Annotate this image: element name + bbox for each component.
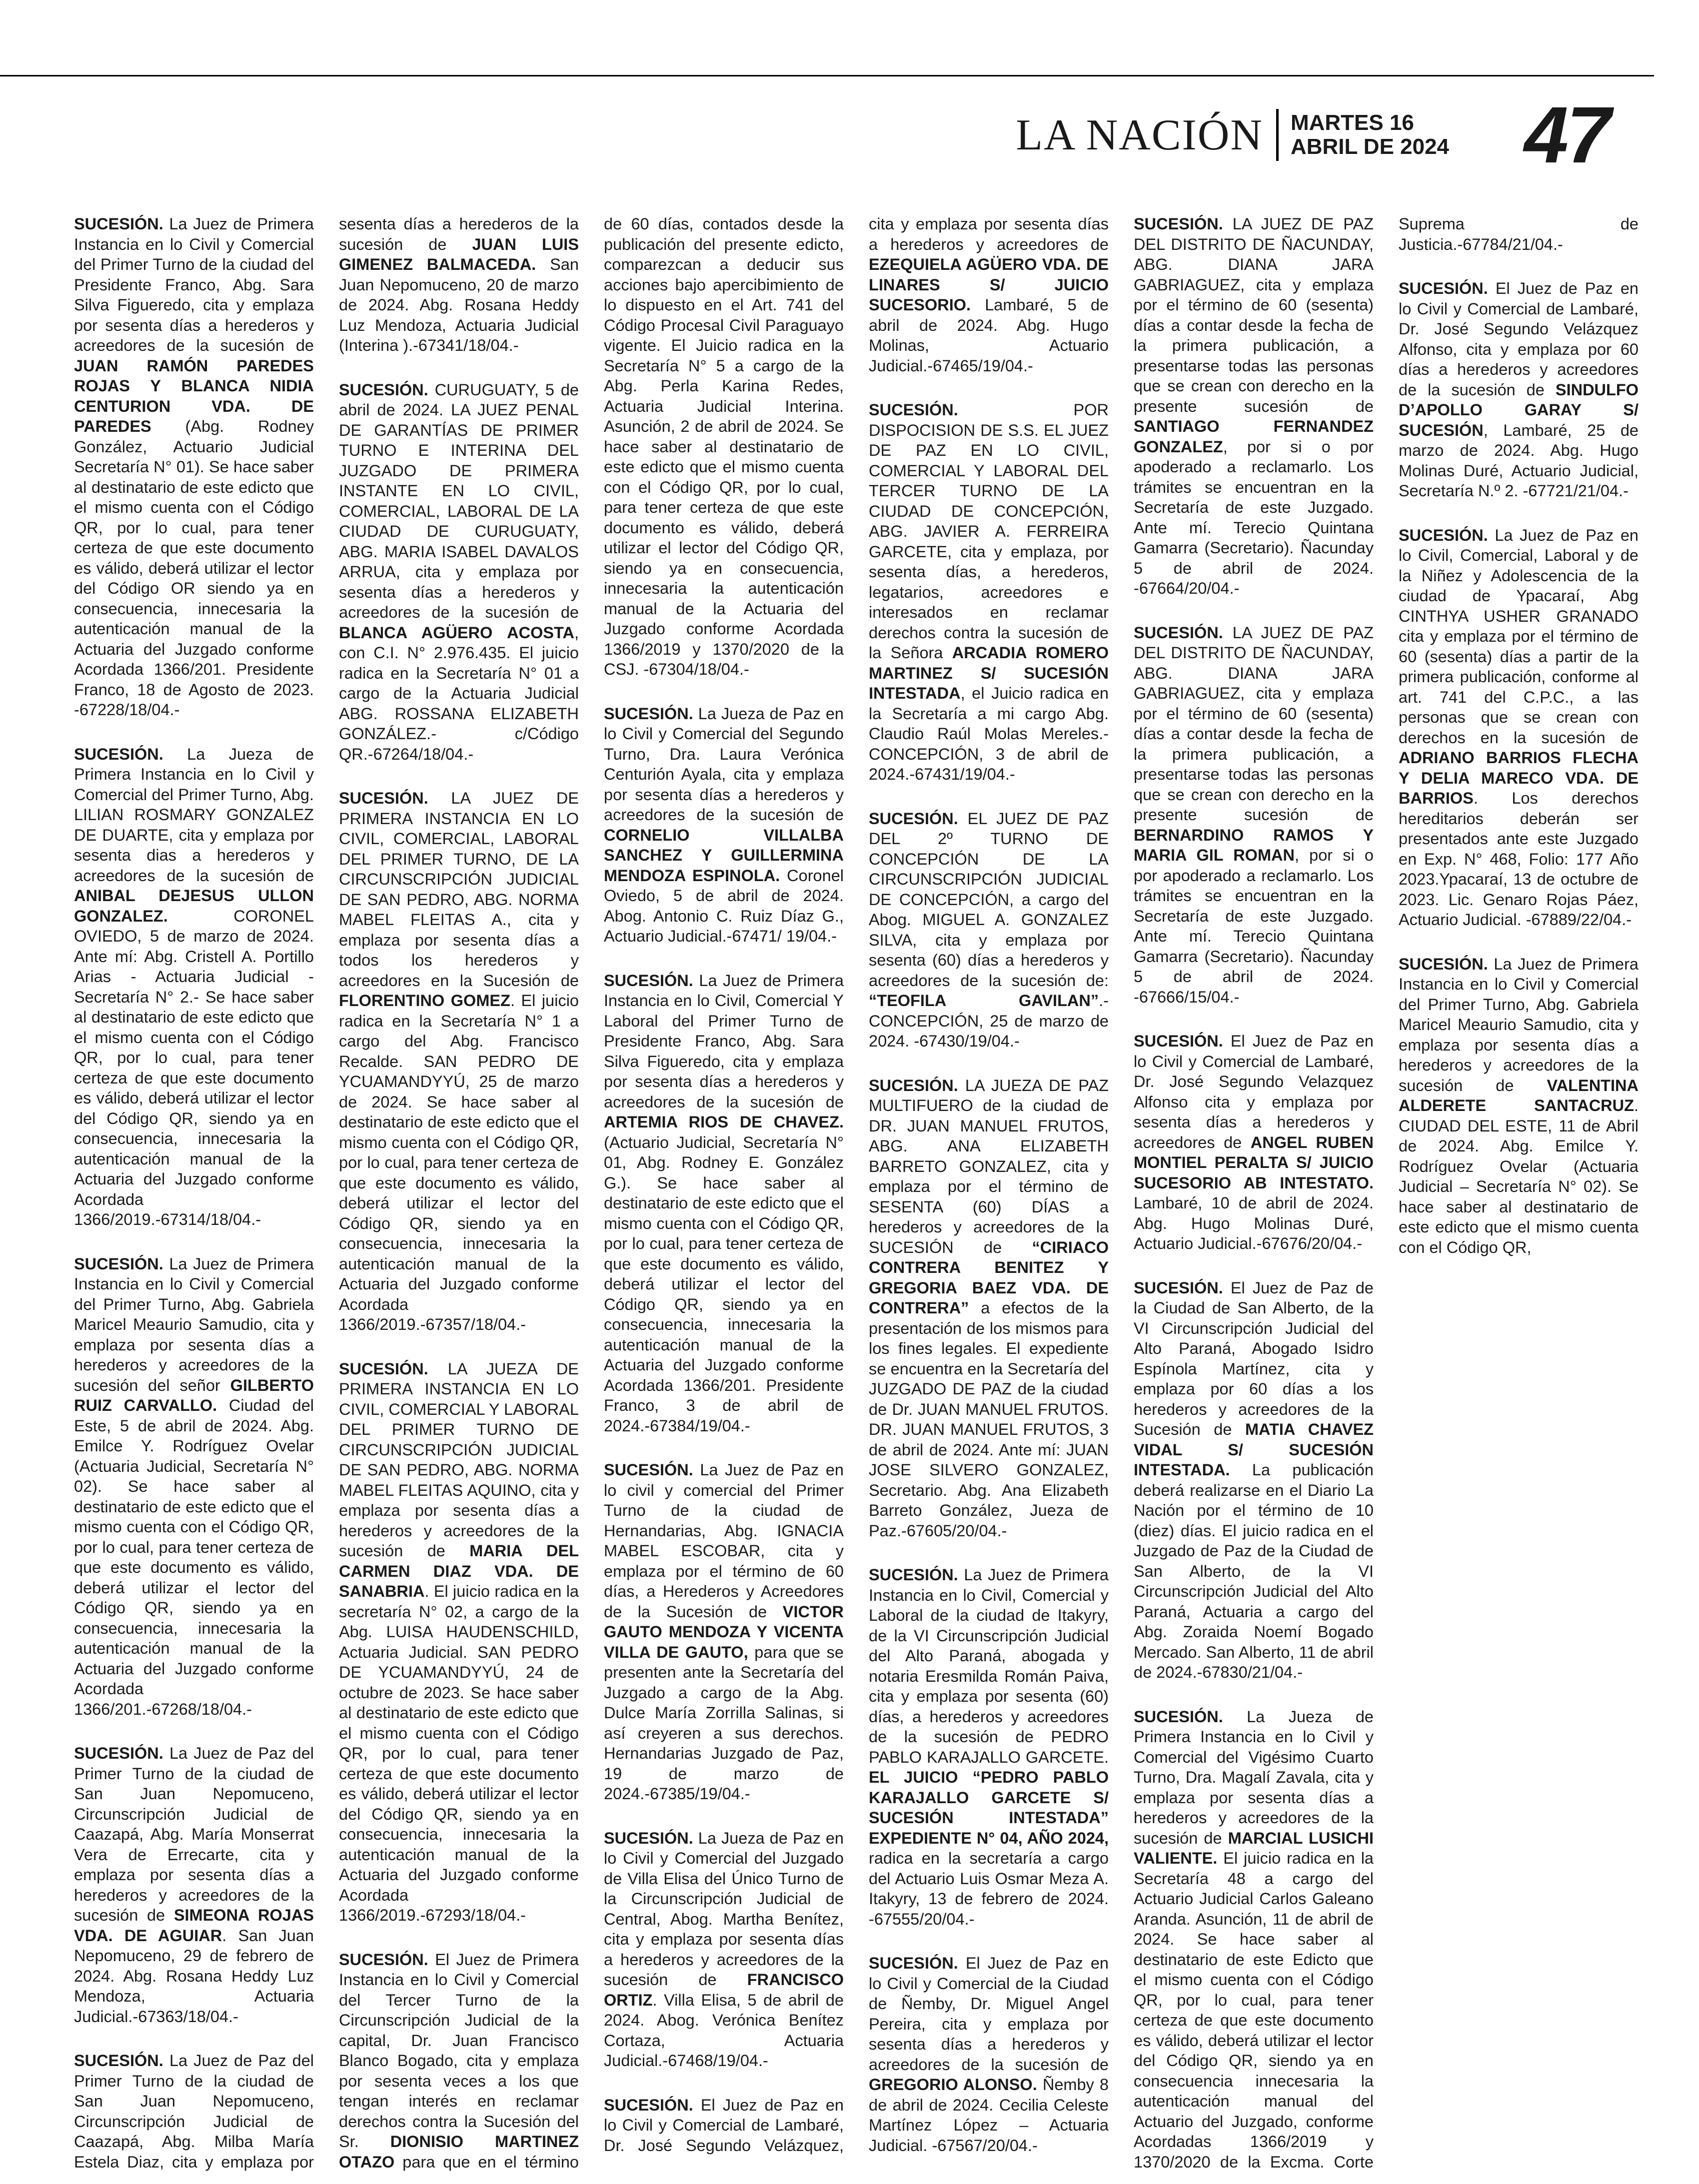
notice bbox=[869, 1565, 1109, 1929]
notice-text: La Jueza de Paz en lo Civil y Comercial del Segundo Turno, Dra. Laura Verónica Centurión Ayala, cita y emplaza por sesenta días a herederos y acreedores de la sucesión de bbox=[604, 704, 844, 824]
decedent-name: MATIA CHAVEZ VIDAL S/ SUCESIÓN INTESTADA. bbox=[1134, 1420, 1374, 1479]
notice bbox=[1399, 278, 1639, 501]
notice-text: POR DISPOCISION DE S.S. EL JUEZ DE PAZ EN LO CIVIL, COMERCIAL Y LABORAL DEL TERCER TURNO DE LA CIUDAD DE CONCEPCIÓN, ABG. JAVIER A. FERREIRA GARCETE, cita y emplaza, por sesenta días, a herederos, legatarios, acreedores e interesados en reclamar derechos contra la sucesión de la Señora bbox=[869, 401, 1109, 662]
notice-type: SUCESIÓN. bbox=[604, 2096, 693, 2114]
notice-text: LA JUEZ DE PRIMERA INSTANCIA EN LO CIVIL, COMERCIAL, LABORAL DEL PRIMER TURNO, DE LA CIRCUNSCRIPCIÓN JUDICIAL DE SAN PEDRO, ABG. NORMA MABEL FLEITAS A., cita y emplaza por sesenta días a todos los herederos y acreedores en la Sucesión de bbox=[339, 789, 579, 990]
decedent-name: “TEOFILA GAVILAN” bbox=[869, 992, 1099, 1010]
notice-type: SUCESIÓN. bbox=[339, 789, 428, 807]
notice-text: LA JUEZA DE PRIMERA INSTANCIA EN LO CIVIL, COMERCIAL Y LABORAL DEL PRIMER TURNO DE CIRCUNSCRIPCIÓN JUDICIAL DE SAN PEDRO, ABG. NORMA MABEL FLEITAS AQUINO, cita y emplaza por sesenta días a herederos y acreedores de la sucesión de bbox=[339, 1359, 579, 1560]
notice-text: El juicio radica en la Secretaría 48 a cargo del Actuario Judicial Carlos Galeano Aranda. Asunción, 11 de abril de 2024. Se hace saber al destinatario de este Edicto que el mismo cuenta con el Código QR, por lo cual, para tener certeza de que este documento es válido, deberá utilizar el lector del Código QR, siendo ya en consecuencia innecesaria la autenticación manual del Actuario del Juzgado, conforme Acordadas 1366/2019 y 1370/2020 de la Excma. Corte Suprema de Justicia.-67784/21/04.- bbox=[1134, 215, 1639, 2171]
notice-text: . El juicio radica en la Secretaría N° 1 a cargo del Abg. Francisco Recalde. SAN PEDRO DE YCUAMANDYYÚ, 25 de marzo de 2024. Se hace saber al destinatario de este edicto que el mismo cuenta con el Código QR, por lo cual, para tener certeza de que este documento es válido, deberá utilizar el lector del Código QR, siendo ya en consecuencia, innecesaria la autenticación manual de la Actuaria del Juzgado conforme Acordada 1366/2019.-67357/18/04.- bbox=[339, 992, 579, 1333]
notice-text: La Jueza de Paz en lo Civil y Comercial del Juzgado de Villa Elisa del Único Turno de la Circunscripción Judicial de Central, Abog. Martha Benítez, cita y emplaza por sesenta días a herederos y acreedores de la sucesión de bbox=[604, 1829, 844, 1989]
notice-type: SUCESIÓN. bbox=[1399, 526, 1488, 544]
notice-text: La Jueza de Primera Instancia en lo Civil y Comercial del Vigésimo Cuarto Turno, Dra. Magalí Zavala, cita y emplaza por sesenta días a herederos y acreedores de la sucesión de bbox=[1134, 1707, 1374, 1847]
decedent-name: DIONISIO MARTINEZ OTAZO bbox=[339, 2133, 579, 2171]
decedent-name: EL JUICIO “PEDRO PABLO KARAJALLO GARCETE S/ SUCESIÓN INTESTADA” EXPEDIENTE N° 04, AÑO 2024, bbox=[869, 1768, 1109, 1847]
notice-type: SUCESIÓN. bbox=[869, 1954, 958, 1972]
notice-type: SUCESIÓN. bbox=[869, 1566, 958, 1584]
decedent-name: MARCIAL LUSICHI VALIENTE. bbox=[1134, 1829, 1374, 1867]
issue-date-day: MARTES 16 bbox=[1290, 110, 1414, 135]
notice-text: La publicación deberá realizarse en el Diario La Nación por el término de 10 (diez) días. El juicio radica en el Juzgado de Paz de la Ciudad de San Alberto, de la VI Circunscripción Judicial del Alto Paraná, Actuaria a cargo del Abg. Zoraida Noemí Bogado Mercado. San Alberto, 11 de abril de 2024.-67830/21/04.- bbox=[1134, 1461, 1374, 1681]
notice-text: . Villa Elisa, 5 de abril de 2024. Abog. Verónica Benítez Cortaza, Actuaria Judicial.-67468/19/04.- bbox=[604, 1991, 844, 2070]
notice bbox=[604, 971, 844, 1436]
notice-text: El Juez de Paz en lo Civil y Comercial de Lambaré, Dr. José Segundo Velázquez, cita y emplaza por sesenta días a herederos y acreedores de bbox=[604, 215, 1109, 2155]
notice-text: , por si o por apoderado a reclamarlo. Los trámites se encuentran en la Secretaría de este Juzgado. Ante mí. Terecio Quintana Gamarra (Secretario). Ñacunday 5 de abril de 2024. -67666/15/04.- bbox=[1134, 846, 1374, 1006]
notice-type: SUCESIÓN. bbox=[74, 215, 163, 233]
notice-type: SUCESIÓN. bbox=[604, 971, 693, 990]
newspaper-name: LA NACIÓN bbox=[1016, 110, 1263, 159]
decedent-name: ANGEL RUBEN MONTIEL PERALTA S/ JUICIO SUCESORIO AB INTESTATO. bbox=[1134, 1133, 1374, 1192]
notice bbox=[339, 380, 579, 765]
decedent-name: BERNARDINO RAMOS Y MARIA GIL ROMAN bbox=[1134, 826, 1374, 864]
notice-type: SUCESIÓN. bbox=[74, 745, 163, 763]
notice bbox=[1134, 214, 1374, 599]
notice bbox=[1399, 954, 1639, 1258]
notice-type: SUCESIÓN. bbox=[1134, 215, 1223, 233]
decedent-name: ANIBAL DEJESUS ULLON GONZALEZ. bbox=[74, 887, 314, 925]
decedent-name: VALENTINA ALDERETE SANTACRUZ bbox=[1399, 1076, 1639, 1114]
notice-type: SUCESIÓN. bbox=[1134, 1707, 1223, 1726]
notice-text: La Juez de Paz del Primer Turno de la ciudad de San Juan Nepomuceno, Circunscripción Judicial de Caazapá, Abg. María Monserrat Vera de Errecarte, cita y emplaza por sesenta días a herederos y acreedores de la sucesión de bbox=[74, 1744, 314, 1924]
decedent-name: BLANCA AGÜERO ACOSTA bbox=[339, 623, 574, 642]
decedent-name: EZEQUIELA AGÜERO VDA. DE LINARES S/ JUICIO SUCESORIO. bbox=[869, 255, 1109, 314]
notice-text: . Los derechos hereditarios deberán ser presentados ante este Juzgado en Exp. N° 468, Folio: 177 Año 2023.Ypacaraí, 13 de octubre de 2023. Lic. Genaro Rojas Páez, Actuario Judicial. -67889/22/04.- bbox=[1399, 789, 1639, 929]
notice-type: SUCESIÓN. bbox=[339, 1950, 428, 1969]
notice-text: (Abg. Rodney González, Actuario Judicial Secretaría N° 01). Se hace saber al destinatario de este edicto que el mismo cuenta con el Código QR, por lo cual, para tener certeza de que este documento es válido, deberá utilizar el lector del Código OR siendo ya en consecuencia, innecesaria la autenticación manual de la Actuaria del Juzgado conforme Acordada 1366/201. Presidente Franco, 18 de Agosto de 2023. -67228/18/04.- bbox=[74, 417, 314, 719]
notice bbox=[339, 788, 579, 1335]
decedent-name: VICTOR GAUTO MENDOZA Y VICENTA VILLA DE GAUTO, bbox=[604, 1602, 844, 1661]
decedent-name: MARIA DEL CARMEN DIAZ VDA. DE SANABRIA bbox=[339, 1542, 579, 1600]
issue-date-month-year: ABRIL DE 2024 bbox=[1290, 134, 1450, 159]
notice-text: Coronel Oviedo, 5 de abril de 2024. Abog. Antonio C. Ruiz Díaz G., Actuario Judicial.-67471/ 19/04.- bbox=[604, 866, 844, 945]
notice-text: . CIUDAD DEL ESTE, 11 de Abril de 2024. Abg. Emilce Y. Rodríguez Ovelar (Actuaria Judicial – Secretaría N° 02). Se hace saber al destinatario de este edicto que el mismo cuenta con el Código QR, bbox=[1399, 1096, 1639, 1256]
notice-text: CORONEL OVIEDO, 5 de marzo de 2024. Ante mí: Abg. Cristell A. Portillo Arias - Actuaria Judicial - Secretaría N° 2.- Se hace saber al destinatario de este edicto que el mismo cuenta con el Código QR, por lo cual, para tener certeza de que este documento es válido, deberá utilizar el lector del Código QR, siendo ya en consecuencia, innecesaria la autenticación manual de la Actuaria del Juzgado conforme Acordada 1366/2019.-67314/18/04.- bbox=[74, 907, 314, 1228]
decedent-name: GREGORIO ALONSO. bbox=[869, 2076, 1037, 2094]
notice-type: SUCESIÓN. bbox=[869, 1076, 958, 1094]
notice bbox=[74, 744, 314, 1230]
notice-text: Lambaré, 10 de abril de 2024. Abg. Hugo Molinas Duré, Actuario Judicial.-67676/20/04.- bbox=[1134, 1194, 1374, 1252]
notice-type: SUCESIÓN. bbox=[339, 380, 428, 399]
notice bbox=[604, 1828, 844, 2071]
notice-type: SUCESIÓN. bbox=[1399, 955, 1488, 973]
notice-text: para que se presenten ante la Secretaría del Juzgado a cargo de la Abg. Dulce María Zorrilla Salinas, si así creyeren a sus derechos. Hernandarias Juzgado de Paz, 19 de marzo de 2024.-67385/19/04.- bbox=[604, 1643, 844, 1803]
notice-text: La Juez de Paz del Primer Turno de la ciudad de San Juan Nepomuceno, Circunscripción Judicial de Caazapá, Abg. Milba María Estela Diaz, cita y emplaza por sesenta días a herederos de la sucesión de bbox=[74, 215, 579, 2171]
notice-text: LA JUEZA DE PAZ MULTIFUERO de la ciudad de DR. JUAN MANUEL FRUTOS, ABG. ANA ELIZABETH BARRETO GONZALEZ, cita y emplaza por el término de SESENTA (60) DÍAS a herederos y acreedores de la SUCESIÓN de bbox=[869, 1076, 1109, 1256]
decedent-name: ADRIANO BARRIOS FLECHA Y DELIA MARECO VDA. DE BARRIOS bbox=[1399, 749, 1639, 807]
notice-text: radica en la secretaría a cargo del Actuario Luis Osmar Meza A. Itakyry, 13 de febrero de 2024. -67555/20/04.- bbox=[869, 1849, 1109, 1928]
decedent-name: JUAN RAMÓN PAREDES ROJAS Y BLANCA NIDIA CENTURION VDA. DE PAREDES bbox=[74, 356, 314, 435]
notice-text: Ñemby 8 de abril de 2024. Cecilia Celeste Martínez López – Actuaria Judicial. -67567/20/04.- bbox=[869, 2076, 1109, 2155]
notice-type: SUCESIÓN. bbox=[339, 1359, 428, 1378]
decedent-name: “CIRIACO CONTRERA BENITEZ Y GREGORIA BAEZ VDA. DE CONTRERA” bbox=[869, 1238, 1109, 1317]
notice-type: SUCESIÓN. bbox=[74, 1744, 163, 1762]
notice-type: SUCESIÓN. bbox=[869, 401, 958, 419]
notice-type: SUCESIÓN. bbox=[74, 2052, 163, 2070]
notice bbox=[604, 704, 844, 947]
notice-text: . El juicio radica en la secretaría N° 02, a cargo de la Abg. LUISA HAUDENSCHILD, Actuaria Judicial. SAN PEDRO DE YCUAMANDYYÚ, 24 de octubre de 2023. Se hace saber al destinatario de este edicto que el mismo cuenta con el Código QR, por lo cual, para tener certeza de que este documento es válido, deberá utilizar el lector del Código QR, siendo ya en consecuencia, innecesaria la autenticación manual de la Actuaria del Juzgado conforme Acordada 1366/2019.-67293/18/04.- bbox=[339, 1582, 579, 1924]
decedent-name: ARTEMIA RIOS DE CHAVEZ. bbox=[604, 1113, 844, 1131]
notice bbox=[74, 214, 314, 720]
notice-text: La Juez de Primera Instancia en lo Civil y Comercial del Primer Turno, Abg. Gabriela Maricel Meaurio Samudio, cita y emplaza por sesenta días a herederos y acreedores de la sucesión de bbox=[1399, 955, 1639, 1094]
notice-text: para que en el término de 60 días, contados desde la publicación del presente edicto, comparezcan a deducir sus acciones bajo apercibimiento de lo dispuesto en el Art. 741 del Código Procesal Civil Paraguayo vigente. El Juicio radica en la Secretaría N° 5 a cargo de la Abg. Perla Karina Redes, Actuaria Judicial Interina. Asunción, 2 de abril de 2024. Se hace saber al destinatario de este edicto que el mismo cuenta con el Código QR, por lo cual, para tener certeza de que este documento es válido, deberá utilizar el lector del Código QR, siendo ya en consecuencia, innecesaria la autenticación manual de la Actuaria del Juzgado conforme Acordada 1366/2019 y 1370/2020 de la CSJ. -67304/18/04.- bbox=[394, 215, 844, 2171]
notice-type: SUCESIÓN. bbox=[1399, 279, 1488, 297]
notice-type: SUCESIÓN. bbox=[74, 1254, 163, 1273]
notice bbox=[1134, 623, 1374, 1008]
notice-text: , el Juicio radica en la Secretaría a mi cargo Abg. Claudio Raúl Molas Mereles.- CONCEPCIÓN, 3 de abril de 2024.-67431/19/04.- bbox=[869, 684, 1109, 783]
notice-text: La Juez de Primera Instancia en lo Civil y Comercial del Primer Turno de la ciudad del Presidente Franco, Abg. Sara Silva Figueredo, cita y emplaza por sesenta días a herederos y acreedores de la sucesión de bbox=[74, 215, 314, 354]
decedent-name: SANTIAGO FERNANDEZ GONZALEZ bbox=[1134, 417, 1374, 456]
notice-type: SUCESIÓN. bbox=[1134, 1032, 1223, 1050]
notice-text: EL JUEZ DE PAZ DEL 2º TURNO DE CONCEPCIÓN DE LA CIRCUNSCRIPCIÓN JUDICIAL DE CONCEPCIÓN, a cargo del Abog. MIGUEL A. GONZALEZ SILVA, cita y emplaza por sesenta (60) días a herederos y acreedores de la sucesión de: bbox=[869, 809, 1109, 990]
notice-text: La Juez de Primera Instancia en lo Civil, Comercial Y Laboral del Primer Turno de Presidente Franco, Abg. Sara Silva Figueredo, cita y emplaza por sesenta días a herederos y acreedores de la sucesión de bbox=[604, 971, 844, 1111]
notice bbox=[74, 1743, 314, 2027]
notice-type: SUCESIÓN. bbox=[1134, 623, 1223, 642]
decedent-name: SIMEONA ROJAS VDA. DE AGUIAR bbox=[74, 1906, 314, 1945]
decedent-name: GILBERTO RUIZ CARVALLO. bbox=[74, 1376, 314, 1414]
notice-text: , con C.I. N° 2.976.435. El juicio radica en la Secretaría N° 01 a cargo de la Actuaria Judicial ABG. ROSSANA ELIZABETH GONZÁLEZ.- c/Código QR.-67264/18/04.- bbox=[339, 623, 579, 763]
decedent-name: JUAN LUIS GIMENEZ BALMACEDA. bbox=[339, 235, 579, 273]
notice-type: SUCESIÓN. bbox=[1134, 1278, 1223, 1297]
notice-text: El Juez de Paz en lo Civil y Comercial de Lambaré, Dr. José Segundo Velázquez Alfonso, cita y emplaza por 60 días a herederos y acreedores de la sucesión de bbox=[1399, 279, 1639, 399]
decedent-name: CORNELIO VILLALBA SANCHEZ Y GUILLERMINA MENDOZA ESPINOLA. bbox=[604, 826, 844, 885]
masthead-divider bbox=[1276, 109, 1279, 161]
notice-text: . San Juan Nepomuceno, 29 de febrero de 2024. Abg. Rosana Heddy Luz Mendoza, Actuaria Judicial.-67363/18/04.- bbox=[74, 1926, 314, 2026]
notice-text: El Juez de Primera Instancia en lo Civil y Comercial del Tercer Turno de la Circunscripción Judicial de la capital, Dr. Juan Francisco Blanco Bogado, cita y emplaza por sesenta veces a los que tengan interés en reclamar derechos contra la Sucesión del Sr. bbox=[339, 1950, 579, 2151]
top-rule bbox=[0, 75, 1654, 76]
notice bbox=[1134, 1031, 1374, 1254]
notice-text: .- CONCEPCIÓN, 25 de marzo de 2024. -67430/19/04.- bbox=[869, 992, 1109, 1050]
notice-text: Lambaré, 5 de abril de 2024. Abg. Hugo Molinas, Actuario Judicial.-67465/19/04.- bbox=[869, 296, 1109, 375]
notice bbox=[1399, 525, 1639, 930]
decedent-name: ARCADIA ROMERO MARTINEZ S/ SUCESIÓN INTESTADA bbox=[869, 644, 1109, 702]
notice bbox=[869, 400, 1109, 785]
notice-type: SUCESIÓN. bbox=[604, 1461, 693, 1479]
notice-type: SUCESIÓN. bbox=[604, 1829, 693, 1847]
classifieds-columns bbox=[74, 214, 1639, 2173]
notice-text: La Juez de Paz en lo Civil, Comercial, Laboral y de la Niñez y Adolescencia de la ciudad de Ypacaraí, Abg CINTHYA USHER GRANADO cita y emplaza por el término de 60 (sesenta) días a partir de la primera publicación, conforme al art. 741 del C.P.C., a las personas que se crean con derechos en la sucesión de bbox=[1399, 526, 1639, 747]
notice bbox=[604, 1460, 844, 1804]
notice-text: (Actuario Judicial, Secretaría N° 01, Abg. Rodney E. González G.). Se hace saber al destinatario de este edicto que el mismo cuenta con el Código QR, por lo cual, para tener certeza de que este documento es válido, deberá utilizar el lector del Código QR, siendo ya en consecuencia, innecesaria la autenticación manual de la Actuaria del Juzgado conforme Acordada 1366/201. Presidente Franco, 3 de abril de 2024.-67384/19/04.- bbox=[604, 1133, 844, 1435]
decedent-name: FRANCISCO ORTIZ bbox=[604, 1971, 844, 2009]
notice-text: El Juez de Paz en lo Civil y Comercial de Lambaré, Dr. José Segundo Velazquez Alfonso cita y emplaza por sesenta días a herederos y acreedores de bbox=[1134, 1032, 1374, 1151]
notice bbox=[74, 1254, 314, 1720]
notice bbox=[869, 1953, 1109, 2156]
notice-text: Ciudad del Este, 5 de abril de 2024. Abg. Emilce Y. Rodríguez Ovelar (Actuaria Judicial, Secretaría N° 02). Se hace saber al destinatario de este edicto que el mismo cuenta con el Código QR, por lo cual, para tener certeza de que este documento es válido, deberá utilizar el lector del Código QR, siendo ya en consecuencia, innecesaria la autenticación manual de la Actuaria del Juzgado conforme Acordada 1366/201.-67268/18/04.- bbox=[74, 1396, 314, 1718]
decedent-name: SINDULFO D’APOLLO GARAY S/ SUCESIÓN bbox=[1399, 380, 1639, 439]
notice-text: CURUGUATY, 5 de abril de 2024. LA JUEZ PENAL DE GARANTÍAS DE PRIMER TURNO E INTERINA DEL JUZGADO DE PRIMERA INSTANTE EN LO CIVIL, COMERCIAL, LABORAL DE LA CIUDAD DE CURUGUATY, ABG. MARIA ISABEL DAVALOS ARRUA, cita y emplaza por sesenta días a herederos y acreedores de la sucesión de bbox=[339, 380, 579, 621]
notice-text: La Jueza de Primera Instancia en lo Civil y Comercial del Primer Turno, Abg. LILIAN ROSMARY GONZALEZ DE DUARTE, cita y emplaza por sesenta dias a herederos y acreedores de la sucesión de bbox=[74, 745, 314, 885]
notice bbox=[339, 1359, 579, 1926]
decedent-name: FLORENTINO GOMEZ bbox=[339, 992, 510, 1010]
notice-text: San Juan Nepomuceno, 20 de marzo de 2024. Abg. Rosana Heddy Luz Mendoza, Actuaria Judicial (Interina ).-67341/18/04.- bbox=[339, 255, 579, 354]
notice-text: La Juez de Paz en lo civil y comercial del Primer Turno de la ciudad de Hernandarias, Abg. IGNACIA MABEL ESCOBAR, cita y emplaza por el término de 60 días, a Herederos y Acreedores de la Sucesión de bbox=[604, 1461, 844, 1621]
notice-text: El Juez de Paz en lo Civil y Comercial de la Ciudad de Ñemby, Dr. Miguel Angel Pereira, cita y emplaza por sesenta días a herederos y acreedores de la sucesión de bbox=[869, 1954, 1109, 2074]
notice-text: La Juez de Primera Instancia en lo Civil y Comercial del Primer Turno, Abg. Gabriela Maricel Meaurio Samudio, cita y emplaza por sesenta días a herederos y acreedores de la sucesión del señor bbox=[74, 1254, 314, 1394]
notice-text: La Juez de Primera Instancia en lo Civil, Comercial y Laboral de la ciudad de Itakyry, de la VI Circunscripción Judicial del Alto Paraná, abogada y notaria Eresmilda Román Paiva, cita y emplaza por sesenta (60) días, a herederos y acreedores de la sucesión de PEDRO PABLO KARAJALLO GARCETE. bbox=[869, 1566, 1109, 1766]
notice-text: , por si o por apoderado a reclamarlo. Los trámites se encuentran en la Secretaría de este Juzgado. Ante mí. Terecio Quintana Gamarra (Secretario). Ñacunday 5 de abril de 2024. -67664/20/04.- bbox=[1134, 437, 1374, 597]
notice bbox=[869, 1076, 1109, 1541]
notice bbox=[1134, 1278, 1374, 1683]
notice-type: SUCESIÓN. bbox=[604, 704, 693, 723]
page-number: 47 bbox=[1524, 90, 1609, 179]
notice bbox=[869, 809, 1109, 1052]
notice-text: a efectos de la presentación de los mismos para los fines legales. El expediente se encuentra en la Secretaría del JUZGADO DE PAZ de la ciudad de Dr. JUAN MANUEL FRUTOS. DR. JUAN MANUEL FRUTOS, 3 de abril de 2024. Ante mí: JUAN JOSE SILVERO GONZALEZ, Secretario. Abg. Ana Elizabeth Barreto González, Jueza de Paz.-67605/20/04.- bbox=[869, 1299, 1109, 1540]
notice-text: El Juez de Paz de la Ciudad de San Alberto, de la VI Circunscripción Judicial del Alto Paraná, Abogado Isidro Espínola Martínez, cita y emplaza por 60 días a los herederos y acreedores de la Sucesión de bbox=[1134, 1278, 1374, 1438]
notice-text: , Lambaré, 25 de marzo de 2024. Abg. Hugo Molinas Duré, Actuario Judicial, Secretaría N.º 2. -67721/21/04.- bbox=[1399, 421, 1639, 500]
notice-text: LA JUEZ DE PAZ DEL DISTRITO DE ÑACUNDAY, ABG. DIANA JARA GABRIAGUEZ, cita y emplaza por el término de 60 (sesenta) días a contar desde la fecha de la primera publicación, a presentarse todas las personas que se crean con derecho en la presente sucesión de bbox=[1134, 215, 1374, 415]
issue-date bbox=[1291, 111, 1449, 159]
notice-text: LA JUEZ DE PAZ DEL DISTRITO DE ÑACUNDAY, ABG. DIANA JARA GABRIAGUEZ, cita y emplaza por el término de 60 (sesenta) días a contar desde la fecha de la primera publicación, a presentarse todas las personas que se crean con derecho en la presente sucesión de bbox=[1134, 623, 1374, 824]
masthead bbox=[1016, 90, 1609, 179]
notice-type: SUCESIÓN. bbox=[869, 809, 958, 828]
